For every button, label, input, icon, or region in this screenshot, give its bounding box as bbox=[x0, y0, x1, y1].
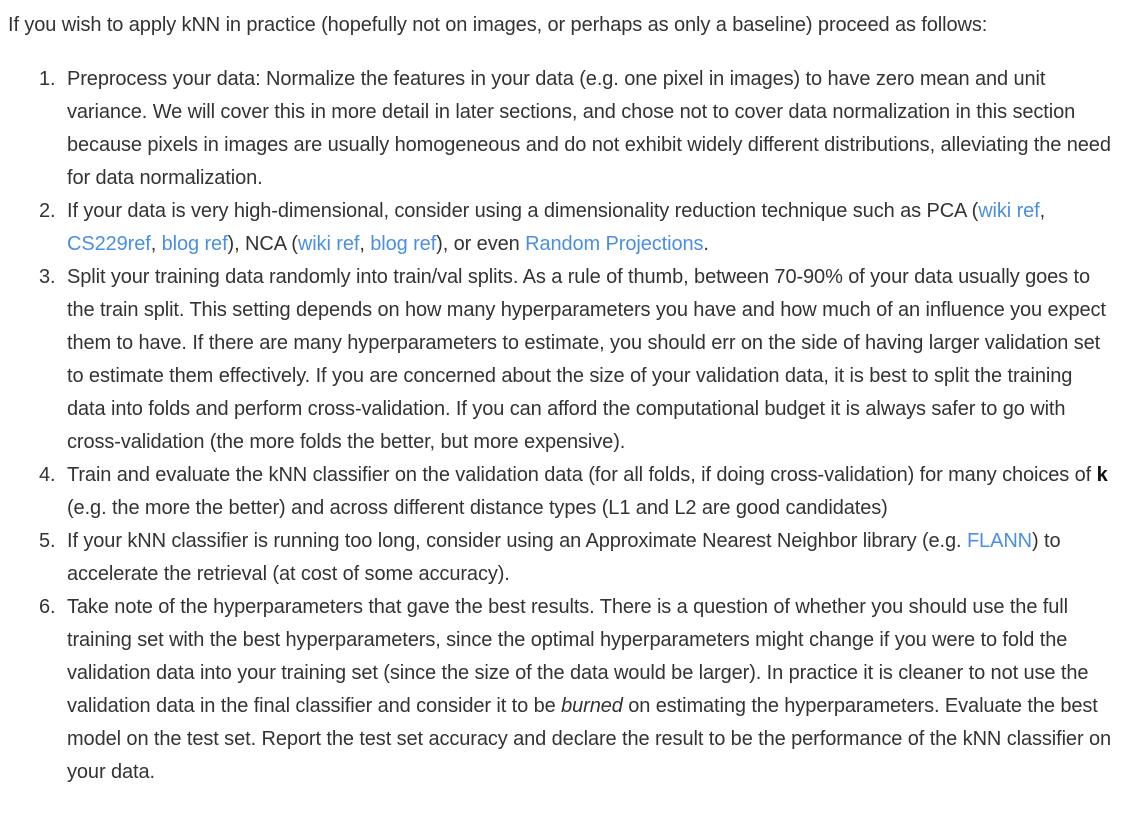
list-item-dimensionality-reduction bbox=[67, 195, 1116, 261]
list-item-approximate-nn bbox=[67, 525, 1116, 591]
list-item-train-val-split bbox=[67, 261, 1116, 459]
list-item-preprocess bbox=[67, 63, 1116, 195]
flann-link[interactable]: FLANN bbox=[966, 530, 1033, 552]
step-2-sep-a: , bbox=[1039, 200, 1046, 222]
pca-blog-ref-link[interactable]: blog ref bbox=[161, 233, 228, 255]
step-3-text: Split your training data randomly into train/val splits. As a rule of thumb, between 70-90% of your data usually goes to the train split. This setting depends on how many hyperparameters you have and how much of an influence you expect them to have. If there are many hyperparameters to estimate, you should err on the side of having larger validation set to estimate them effectively. If you are concerned about the size of your validation data, it is best to split the training data into folds and perform cross-validation. If you can afford the computational budget it is always safer to go with cross-validation (the more folds the better, but more expensive). bbox=[67, 266, 1106, 453]
nca-blog-ref-link[interactable]: blog ref bbox=[370, 233, 437, 255]
step-2-text-d: . bbox=[703, 233, 709, 255]
document-body bbox=[8, 0, 1116, 789]
steps-list bbox=[8, 63, 1116, 789]
list-item-best-hyperparameters bbox=[67, 591, 1116, 789]
burned-emphasis: burned bbox=[561, 695, 623, 717]
pca-wiki-ref-link[interactable]: wiki ref bbox=[978, 200, 1040, 222]
step-6-text-b: on estimating the hyperparameters. Evaluate the best model on the test set. Report the test set accuracy and declare the result to be the performance of the kNN classifier on your data. bbox=[67, 695, 1112, 783]
step-5-text-b: ) to accelerate the retrieval (at cost of some accuracy). bbox=[67, 530, 1061, 585]
step-6-text-a: Take note of the hyperparameters that gave the best results. There is a question of whether you should use the full training set with the best hyperparameters, since the optimal hyperparameters might change if you were to fold the validation data into your training set (since the size of the data would be larger). In practice it is cleaner to not use the validation data in the final classifier and consider it to be bbox=[67, 596, 1089, 717]
step-4-text-a: Train and evaluate the kNN classifier on the validation data (for all folds, if doing cross-validation) for many choices of bbox=[67, 464, 1097, 486]
cs229ref-link[interactable]: CS229ref bbox=[67, 233, 151, 255]
step-1-text: Preprocess your data: Normalize the features in your data (e.g. one pixel in images) to have zero mean and unit variance. We will cover this in more detail in later sections, and chose not to cover data normalization in this section because pixels in images are usually homogeneous and do not exhibit widely different distributions, alleviating the need for data normalization. bbox=[67, 68, 1111, 189]
k-parameter: k bbox=[1096, 464, 1108, 486]
step-2-sep-b: , bbox=[150, 233, 162, 255]
intro-paragraph: If you wish to apply kNN in practice (hopefully not on images, or perhaps as only a baseline) proceed as follows: bbox=[8, 14, 988, 36]
step-2-text-b: ), NCA ( bbox=[227, 233, 298, 255]
step-2-text-c: ), or even bbox=[436, 233, 526, 255]
step-2-text-a: If your data is very high-dimensional, consider using a dimensionality reduction technique such as PCA ( bbox=[67, 200, 979, 222]
list-item-train-evaluate bbox=[67, 459, 1116, 525]
step-5-text-a: If your kNN classifier is running too long, consider using an Approximate Nearest Neighbor library (e.g. bbox=[67, 530, 967, 552]
random-projections-link[interactable]: Random Projections bbox=[525, 233, 704, 255]
step-4-text-b: (e.g. the more the better) and across different distance types (L1 and L2 are good candidates) bbox=[67, 497, 888, 519]
nca-wiki-ref-link[interactable]: wiki ref bbox=[297, 233, 360, 255]
step-2-sep-c: , bbox=[359, 233, 371, 255]
